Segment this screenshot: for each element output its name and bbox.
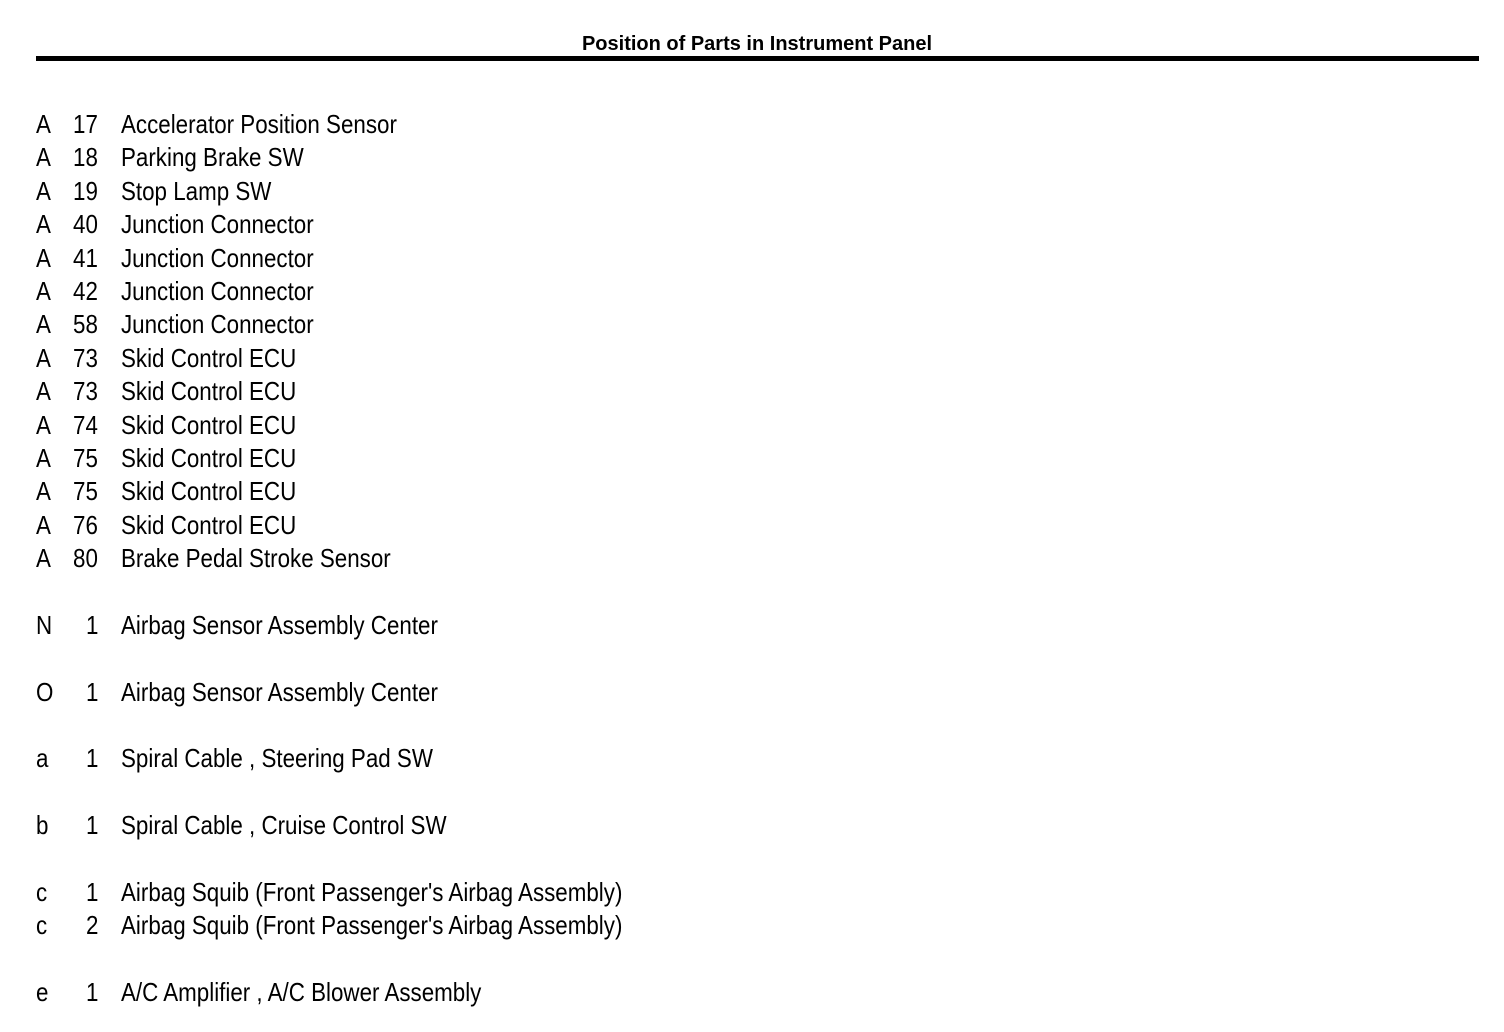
part-connector-number: 17 [73, 109, 98, 139]
part-connector-number: 1 [85, 810, 98, 841]
part-connector-number: 1 [85, 609, 98, 640]
part-connector-number: 2 [85, 910, 98, 941]
list-item [0, 676, 1504, 709]
part-connector-letter: A [36, 109, 51, 139]
title-divider [36, 56, 1479, 61]
list-item [0, 976, 1504, 1009]
page-title: Position of Parts in Instrument Panel [581, 33, 933, 55]
part-name: Junction Connector [121, 242, 314, 273]
list-gap [0, 943, 1504, 976]
part-connector-number: 73 [73, 376, 98, 407]
part-name: Junction Connector [121, 275, 314, 306]
part-name: Accelerator Position Sensor [121, 109, 397, 139]
part-connector-letter: A [36, 342, 51, 373]
list-item [0, 876, 1504, 909]
list-gap [0, 642, 1504, 675]
part-name: Stop Lamp SW [121, 175, 272, 206]
list-item [0, 742, 1504, 775]
part-connector-letter: A [36, 275, 51, 306]
part-connector-letter: N [36, 609, 53, 640]
part-connector-number: 1 [85, 676, 98, 707]
part-connector-letter: c [36, 910, 48, 941]
part-connector-number: 1 [85, 743, 98, 774]
part-connector-letter: A [36, 476, 51, 507]
list-item [0, 375, 1504, 408]
part-connector-letter: A [36, 376, 51, 407]
list-item [0, 342, 1504, 375]
part-connector-letter: b [36, 810, 49, 841]
part-name: Brake Pedal Stroke Sensor [121, 543, 391, 574]
part-connector-number: 80 [73, 543, 98, 574]
list-gap [0, 575, 1504, 608]
list-item [0, 809, 1504, 842]
parts-list [0, 108, 1504, 1010]
part-connector-letter: A [36, 543, 51, 574]
part-name: Airbag Sensor Assembly Center [121, 609, 438, 640]
part-name: Parking Brake SW [121, 142, 304, 173]
part-connector-number: 42 [73, 275, 98, 306]
part-name: A/C Amplifier , A/C Blower Assembly [121, 977, 482, 1008]
part-name: Airbag Sensor Assembly Center [121, 676, 438, 707]
part-connector-number: 76 [73, 509, 98, 540]
list-item [0, 108, 1504, 141]
part-connector-number: 75 [73, 442, 98, 473]
list-item [0, 542, 1504, 575]
part-name: Airbag Squib (Front Passenger's Airbag Assembly) [121, 910, 623, 941]
part-connector-number: 1 [85, 876, 98, 907]
part-name: Skid Control ECU [121, 342, 297, 373]
part-name: Junction Connector [121, 209, 314, 240]
part-name: Junction Connector [121, 309, 314, 340]
list-item [0, 909, 1504, 942]
list-item [0, 308, 1504, 341]
part-connector-letter: A [36, 442, 51, 473]
list-item [0, 442, 1504, 475]
part-connector-letter: A [36, 409, 51, 440]
part-name: Spiral Cable , Steering Pad SW [121, 743, 433, 774]
part-connector-letter: A [36, 509, 51, 540]
part-connector-letter: O [36, 676, 54, 707]
part-connector-letter: A [36, 175, 51, 206]
part-name: Skid Control ECU [121, 409, 297, 440]
part-connector-letter: e [36, 977, 49, 1008]
part-name: Skid Control ECU [121, 476, 297, 507]
list-item [0, 475, 1504, 508]
part-name: Skid Control ECU [121, 376, 297, 407]
list-gap [0, 776, 1504, 809]
part-name: Skid Control ECU [121, 509, 297, 540]
part-connector-number: 58 [73, 309, 98, 340]
part-connector-number: 19 [73, 175, 98, 206]
list-item [0, 409, 1504, 442]
part-connector-letter: A [36, 242, 51, 273]
part-name: Skid Control ECU [121, 442, 297, 473]
part-connector-letter: a [36, 743, 49, 774]
part-connector-number: 1 [85, 977, 98, 1008]
list-item [0, 175, 1504, 208]
part-connector-number: 73 [73, 342, 98, 373]
part-name: Airbag Squib (Front Passenger's Airbag Assembly) [121, 876, 623, 907]
part-name: Spiral Cable , Cruise Control SW [121, 810, 447, 841]
part-connector-number: 75 [73, 476, 98, 507]
list-gap [0, 709, 1504, 742]
list-item [0, 141, 1504, 174]
part-connector-number: 74 [73, 409, 98, 440]
part-connector-letter: A [36, 309, 51, 340]
part-connector-number: 40 [73, 209, 98, 240]
part-connector-number: 18 [73, 142, 98, 173]
list-item [0, 509, 1504, 542]
part-connector-letter: A [36, 142, 51, 173]
part-connector-letter: c [36, 876, 48, 907]
part-connector-letter: A [36, 209, 51, 240]
list-gap [0, 843, 1504, 876]
list-item [0, 275, 1504, 308]
list-item [0, 609, 1504, 642]
list-item [0, 242, 1504, 275]
part-connector-number: 41 [73, 242, 98, 273]
list-item [0, 208, 1504, 241]
